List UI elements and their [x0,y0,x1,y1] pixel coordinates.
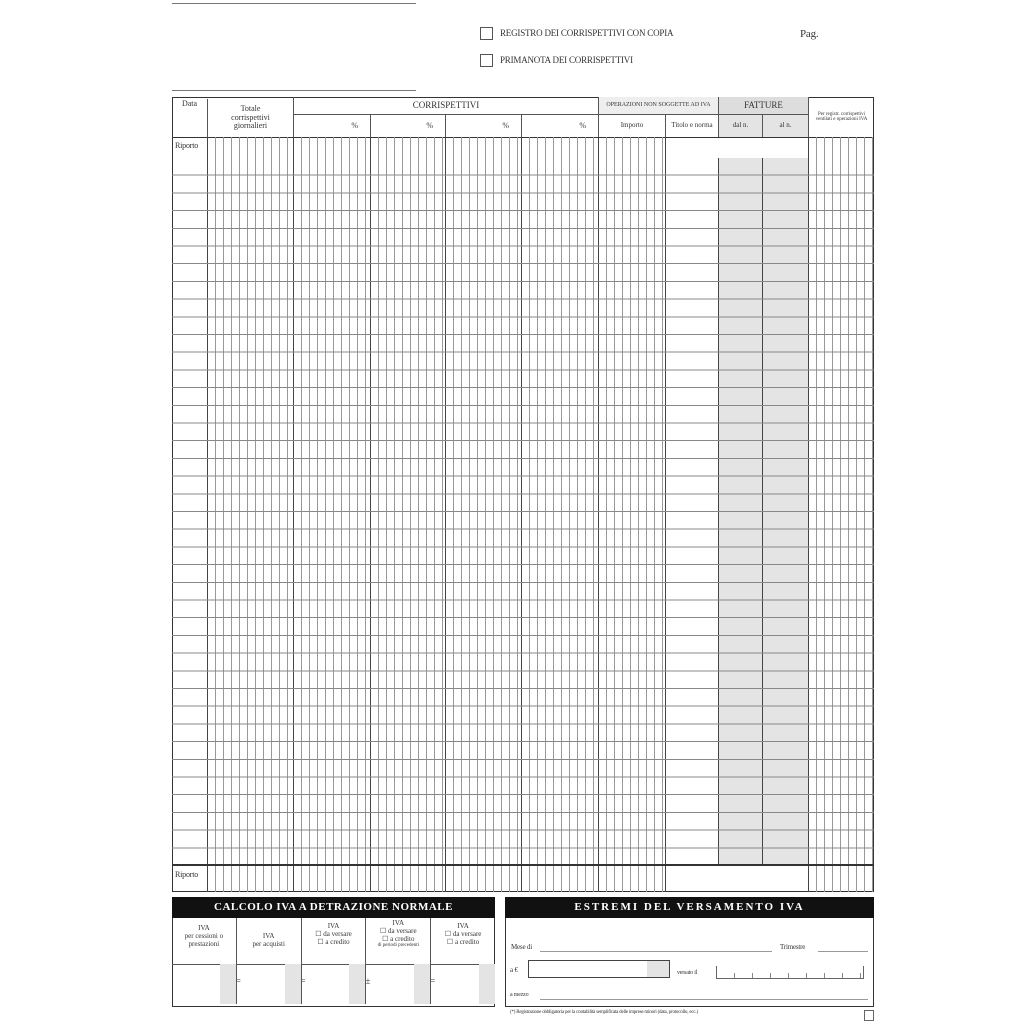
col-sub: per acquisti [252,940,285,948]
header-importo: Importo [598,115,665,137]
column-ultima [808,137,874,892]
column-al [762,158,808,865]
riporto-top: Riporto [175,141,199,150]
col-sub: per cessioni o prestazioni [184,932,224,948]
operator: = [300,976,306,986]
header-corrispettivi: CORRISPETTIVI [293,97,598,115]
header-fatture: FATTURE [718,97,808,115]
opt-versare[interactable]: ☐ da versare [379,927,417,935]
mezzo-field[interactable] [540,999,868,1000]
column-rate-1 [293,137,370,892]
date-field[interactable] [716,966,864,979]
checkbox-registro[interactable] [480,27,493,40]
col-title: IVA [457,922,469,930]
page-label: Pag. [800,28,819,40]
calcolo-col-4 [365,918,430,964]
corner-box [864,1010,874,1021]
header-operazioni: OPERAZIONI NON SOGGETTE AD IVA [598,97,718,115]
header-rate-1 [293,115,370,137]
total-divider [172,864,874,866]
label-registro: REGISTRO DEI CORRISPETTIVI CON COPIA [500,28,674,38]
checkbox-primanota[interactable] [480,54,493,67]
opt-label: da versare [452,930,482,938]
label-primanota: PRIMANOTA DEI CORRISPETTIVI [500,55,633,65]
col-title: IVA [198,924,210,932]
calcolo-col-2 [236,918,301,964]
versamento-title: ESTREMI DEL VERSAMENTO IVA [505,897,874,918]
percent: % [426,120,433,130]
opt-label: a credito [390,935,415,943]
header-rate-3 [445,115,521,137]
riporto-bottom: Riporto [175,870,199,879]
opt-credito[interactable]: ☐ a credito [446,938,480,946]
calcolo-title: CALCOLO IVA A DETRAZIONE NORMALE [172,897,495,918]
mese-label: Mese di [511,943,532,951]
value-field-5[interactable] [430,964,495,1004]
trimestre-field[interactable] [818,951,868,952]
calcolo-col-3 [301,918,366,964]
percent: % [351,120,358,130]
mese-field[interactable] [540,951,772,952]
trimestre-label: Trimestre [780,943,806,951]
opt-label: da versare [388,927,417,935]
col-title: IVA [262,932,275,940]
col-title: IVA [392,919,405,927]
column-rate-2 [370,137,445,892]
opt-credito[interactable]: ☐ a credito [317,938,350,946]
header-rate-2 [370,115,445,137]
top-rule [172,3,416,4]
value-field-3[interactable] [301,964,371,1004]
col-title: IVA [327,922,340,930]
euro-label: a € [510,966,518,974]
opt-label: a credito [454,938,480,946]
calcolo-col-5 [430,918,495,964]
value-field-1[interactable] [172,964,241,1004]
header-ultima: Per registr. corrispettivi ventilati e operazioni IVA [808,97,874,137]
column-data [172,137,207,892]
header-titolo: Titolo e norma [665,115,718,137]
bottom-rule [172,90,416,91]
opt-credito[interactable]: ☐ a credito [382,935,415,943]
header-al: al n. [762,115,808,137]
calcolo-col-1 [172,918,236,964]
column-titolo [665,137,718,892]
calcolo-values [172,964,495,1004]
header-totale: Totale corrispettivi giornalieri [207,99,293,137]
versato-label: versato il [677,970,698,976]
percent: % [502,120,509,130]
value-field-4[interactable] [365,964,436,1004]
operator: = [430,976,436,986]
amount-field[interactable] [528,960,670,978]
column-importo [598,137,665,892]
calcolo-headers [172,918,495,965]
opt-versare[interactable]: ☐ da versare [444,930,482,938]
column-rate-4 [521,137,598,892]
opt-label: da versare [323,930,352,938]
column-dal [718,158,762,865]
header-data: Data [181,99,198,108]
column-totale [207,137,293,892]
percent: % [579,120,586,130]
opt-label: a credito [325,938,350,946]
value-field-2[interactable] [236,964,306,1004]
header-dal: dal n. [718,115,762,137]
column-rate-3 [445,137,521,892]
col-note: di periodi precedenti [377,943,419,948]
mezzo-label: a mezzo [510,992,529,998]
operator: = [235,976,241,986]
opt-versare[interactable]: ☐ da versare [315,930,352,938]
header-rate-4 [521,115,598,137]
operator: ± [365,976,371,986]
footnote: (*) Registrazione obbligatoria per la contabilità semplificata delle imprese minori (data, protocollo, ecc.) [510,1010,698,1015]
